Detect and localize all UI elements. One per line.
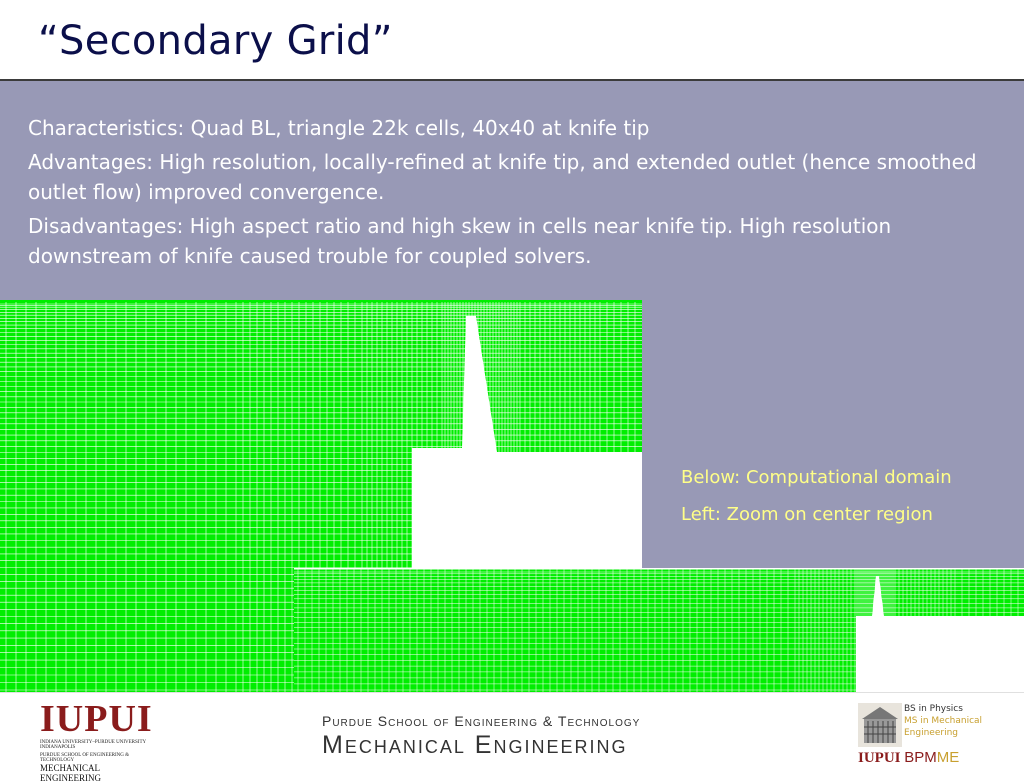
footer <box>0 692 1024 783</box>
caption-left: Left: Zoom on center region <box>681 504 933 525</box>
degree-ms: MS in Mechanical <box>904 716 983 726</box>
department-name: Mechanical Engineering <box>322 731 628 759</box>
bpmme-bp: BPM <box>904 749 937 766</box>
mesh-domain-image <box>294 568 1024 692</box>
advantages-text: Advantages: High resolution, locally-refined at knife tip, and extended outlet (hence smoothed outlet flow) improved convergence. <box>28 150 977 204</box>
bpmme-iupui: IUPUI <box>858 750 901 766</box>
iupui-logo <box>40 698 160 783</box>
purdue-school-name: Purdue School of Engineering & Technology <box>322 713 641 729</box>
iupui-school: PURDUE SCHOOL OF ENGINEERING & TECHNOLOGY <box>40 753 129 763</box>
title-divider <box>0 79 1024 81</box>
bpmme-logo <box>858 703 1018 765</box>
iupui-department: MECHANICAL ENGINEERING <box>40 763 101 783</box>
bpmme-me: ME <box>936 749 960 766</box>
disadvantages-text: Disadvantages: High aspect ratio and high skew in cells near knife tip. High resolution downstream of knife caused trouble for coupled solvers. <box>28 214 892 268</box>
slide-title: “Secondary Grid” <box>38 18 393 64</box>
captions <box>681 467 952 541</box>
characteristics-text: Characteristics: Quad BL, triangle 22k cells, 40x40 at knife tip <box>28 116 650 140</box>
bpmme-wordmark <box>858 749 959 767</box>
purdue-banner <box>322 713 640 760</box>
iupui-wordmark: IUPUI <box>40 698 153 740</box>
text-block <box>28 113 998 275</box>
building-icon <box>858 703 902 747</box>
iupui-subtitle: INDIANA UNIVERSITY–PURDUE UNIVERSITY INDIANAPOLIS <box>40 740 146 750</box>
degree-ms-field: Engineering <box>904 728 958 738</box>
caption-below: Below: Computational domain <box>681 467 952 488</box>
degree-bs: BS in Physics <box>904 704 963 714</box>
mesh-domain-graphic <box>294 568 1024 692</box>
degree-list <box>904 703 982 739</box>
